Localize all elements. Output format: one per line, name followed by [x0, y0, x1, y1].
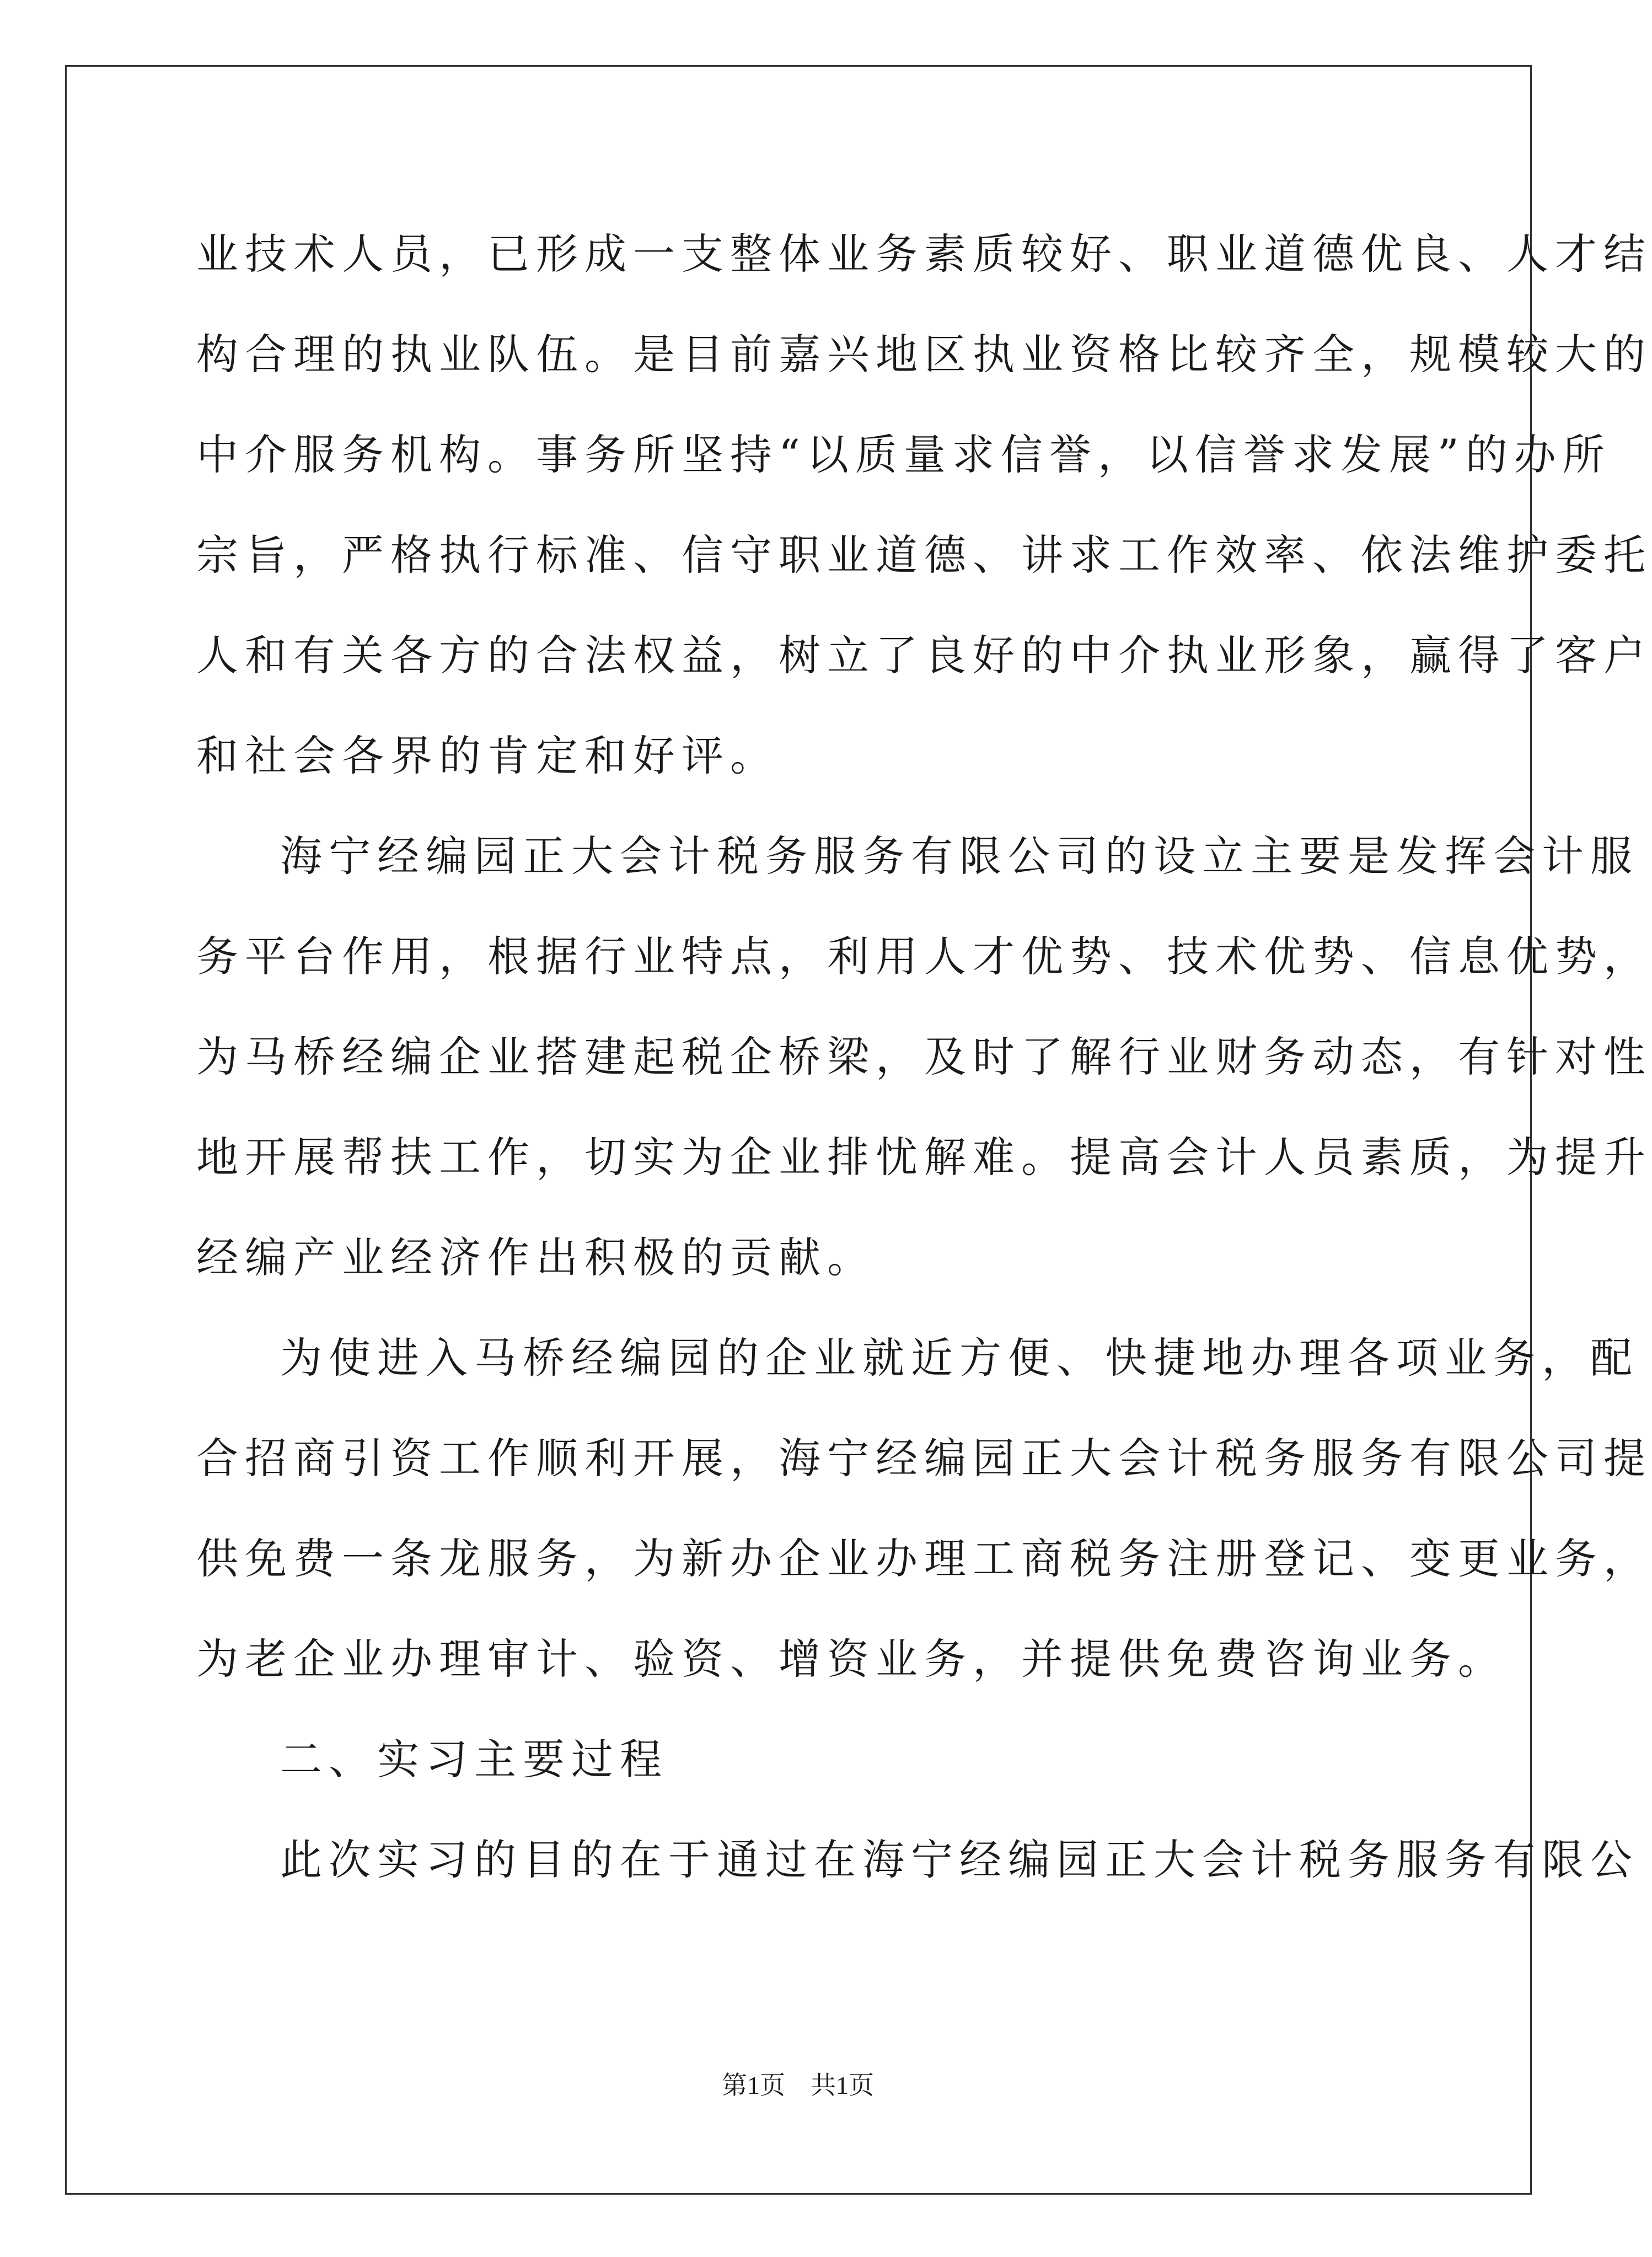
text-line: 务平台作用，根据行业特点，利用人才优势、技术优势、信息优势，	[196, 932, 1652, 981]
text-line: 供免费一条龙服务，为新办企业办理工商税务注册登记、变更业务，	[196, 1534, 1652, 1583]
page-footer: 第1页 共1页	[722, 2071, 874, 2099]
text-line: 为马桥经编企业搭建起税企桥梁，及时了解行业财务动态，有针对性	[196, 1032, 1652, 1081]
text-line: 为使进入马桥经编园的企业就近方便、快捷地办理各项业务，配	[280, 1333, 1639, 1382]
text-line: 经编产业经济作出积极的贡献。	[196, 1233, 876, 1282]
text-line: 中介服务机构。事务所坚持“以质量求信誉，以信誉求发展”的办所	[196, 430, 1611, 479]
text-line: 为老企业办理审计、验资、增资业务，并提供免费咨询业务。	[196, 1634, 1506, 1684]
text-line: 和社会各界的肯定和好评。	[196, 731, 779, 780]
document-body	[196, 204, 1652, 1910]
text-line: 海宁经编园正大会计税务服务有限公司的设立主要是发挥会计服	[280, 832, 1639, 881]
text-line: 构合理的执业队伍。是目前嘉兴地区执业资格比较齐全，规模较大的	[196, 330, 1652, 379]
text-line: 业技术人员，已形成一支整体业务素质较好、职业道德优良、人才结	[196, 229, 1652, 278]
text-line: 此次实习的目的在于通过在海宁经编园正大会计税务服务有限公	[280, 1835, 1639, 1884]
text-line: 人和有关各方的合法权益，树立了良好的中介执业形象，赢得了客户	[196, 631, 1652, 680]
text-line: 地开展帮扶工作，切实为企业排忧解难。提高会计人员素质，为提升	[196, 1133, 1652, 1182]
text-line: 宗旨，严格执行标准、信守职业道德、讲求工作效率、依法维护委托	[196, 530, 1652, 580]
section-heading: 二、实习主要过程	[280, 1735, 668, 1784]
text-line: 合招商引资工作顺利开展，海宁经编园正大会计税务服务有限公司提	[196, 1434, 1652, 1483]
